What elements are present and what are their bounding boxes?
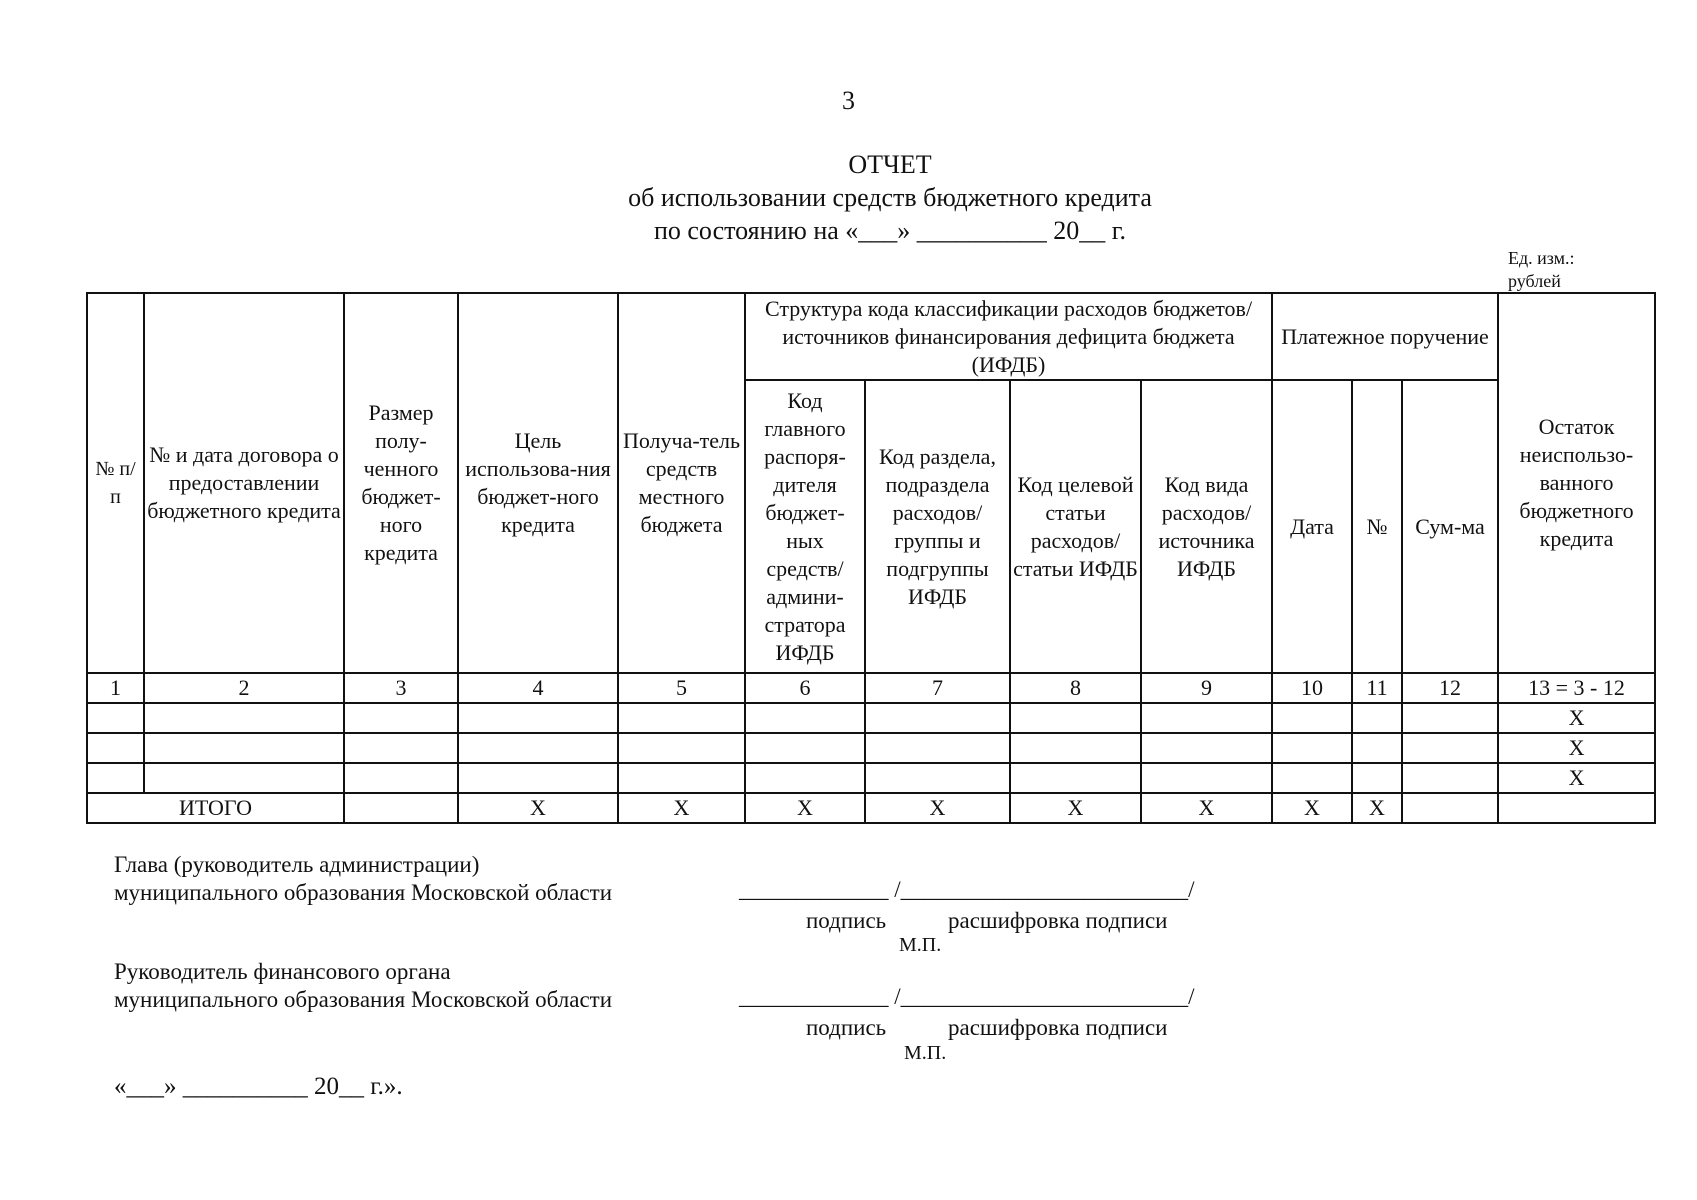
- col-number: 13 = 3 - 12: [1498, 673, 1655, 703]
- col-number: 1: [87, 673, 144, 703]
- total-section-code: X: [865, 793, 1010, 823]
- header-classification-group: Структура кода классификации расходов бюджетов/ источников финансирования дефицита бюджета (ИФДБ): [745, 293, 1272, 380]
- numbering-row: [87, 673, 1655, 703]
- signature-block-finance: [114, 958, 612, 1014]
- signature-block-head: [114, 851, 612, 907]
- header-pay-sum: Сум-ма: [1402, 380, 1498, 673]
- header-recipient: Получа-тель средств местного бюджета: [618, 293, 745, 673]
- signatory-title: Руководитель финансового органа: [114, 959, 451, 984]
- header-num: № п/п: [87, 293, 144, 673]
- caption-signature: подпись: [806, 1015, 887, 1040]
- total-pay-sum: [1402, 793, 1498, 823]
- total-pay-date: X: [1272, 793, 1352, 823]
- col-number: 12: [1402, 673, 1498, 703]
- table-row: [87, 733, 1655, 763]
- page-number: 3: [842, 86, 855, 115]
- caption-decoding: расшифровка подписи: [948, 1015, 1168, 1040]
- header-remainder: Остаток неиспользо-ванного бюджетного кредита: [1498, 293, 1655, 673]
- total-row: [87, 793, 1655, 823]
- header-type-code: Код вида расходов/ источника ИФДБ: [1141, 380, 1272, 673]
- col-number: 5: [618, 673, 745, 703]
- col-number: 8: [1010, 673, 1141, 703]
- report-subtitle: об использовании средств бюджетного кредита: [628, 183, 1152, 212]
- total-remainder: [1498, 793, 1655, 823]
- col-number: 7: [865, 673, 1010, 703]
- total-target-code: X: [1010, 793, 1141, 823]
- header-payment-group: Платежное поручение: [1272, 293, 1498, 380]
- units-value: рублей: [1508, 271, 1561, 291]
- stamp-place: М.П.: [904, 1042, 947, 1064]
- col-number: 3: [344, 673, 458, 703]
- report-title: ОТЧЕТ: [848, 150, 932, 179]
- report-header: [420, 148, 1360, 247]
- signatory-org: муниципального образования Московской области: [114, 987, 613, 1012]
- header-target-code: Код целевой статьи расходов/ статьи ИФДБ: [1010, 380, 1141, 673]
- total-pay-num: X: [1352, 793, 1402, 823]
- report-table: [86, 292, 1656, 824]
- total-type-code: X: [1141, 793, 1272, 823]
- total-label: ИТОГО: [87, 793, 344, 823]
- signatory-title: Глава (руководитель администрации): [114, 852, 480, 877]
- total-recipient: X: [618, 793, 745, 823]
- header-pay-num: №: [1352, 380, 1402, 673]
- table-row: [87, 763, 1655, 793]
- header-pay-date: Дата: [1272, 380, 1352, 673]
- header-chief-code: Код главного распоря-дителя бюджет-ных средств/ админи-стратора ИФДБ: [745, 380, 865, 673]
- total-amount: [344, 793, 458, 823]
- table-header-row-1: [87, 293, 1655, 380]
- remainder-cell: X: [1498, 763, 1655, 793]
- header-contract: № и дата договора о предоставлении бюджетного кредита: [144, 293, 344, 673]
- table-row: [87, 703, 1655, 733]
- total-chief-code: X: [745, 793, 865, 823]
- signature-line: _____________ /_________________________/: [739, 877, 1195, 902]
- remainder-cell: X: [1498, 703, 1655, 733]
- col-number: 2: [144, 673, 344, 703]
- col-number: 6: [745, 673, 865, 703]
- remainder-cell: X: [1498, 733, 1655, 763]
- col-number: 9: [1141, 673, 1272, 703]
- col-number: 4: [458, 673, 618, 703]
- caption-signature: подпись: [806, 908, 887, 933]
- units-label: Ед. изм.:: [1508, 248, 1575, 268]
- stamp-place: М.П.: [899, 934, 942, 956]
- date-footer: «___» __________ 20__ г.».: [114, 1073, 403, 1100]
- signatory-org: муниципального образования Московской области: [114, 880, 613, 905]
- col-number: 10: [1272, 673, 1352, 703]
- units: [1508, 247, 1575, 293]
- total-purpose: X: [458, 793, 618, 823]
- header-purpose: Цель использова-ния бюджет-ного кредита: [458, 293, 618, 673]
- header-amount: Размер полу-ченного бюджет-ного кредита: [344, 293, 458, 673]
- report-as-of: по состоянию на «___» __________ 20__ г.: [653, 216, 1127, 245]
- col-number: 11: [1352, 673, 1402, 703]
- caption-decoding: расшифровка подписи: [948, 908, 1168, 933]
- signature-line: _____________ /_________________________/: [739, 984, 1195, 1009]
- header-section-code: Код раздела, подраздела расходов/ группы и подгруппы ИФДБ: [865, 380, 1010, 673]
